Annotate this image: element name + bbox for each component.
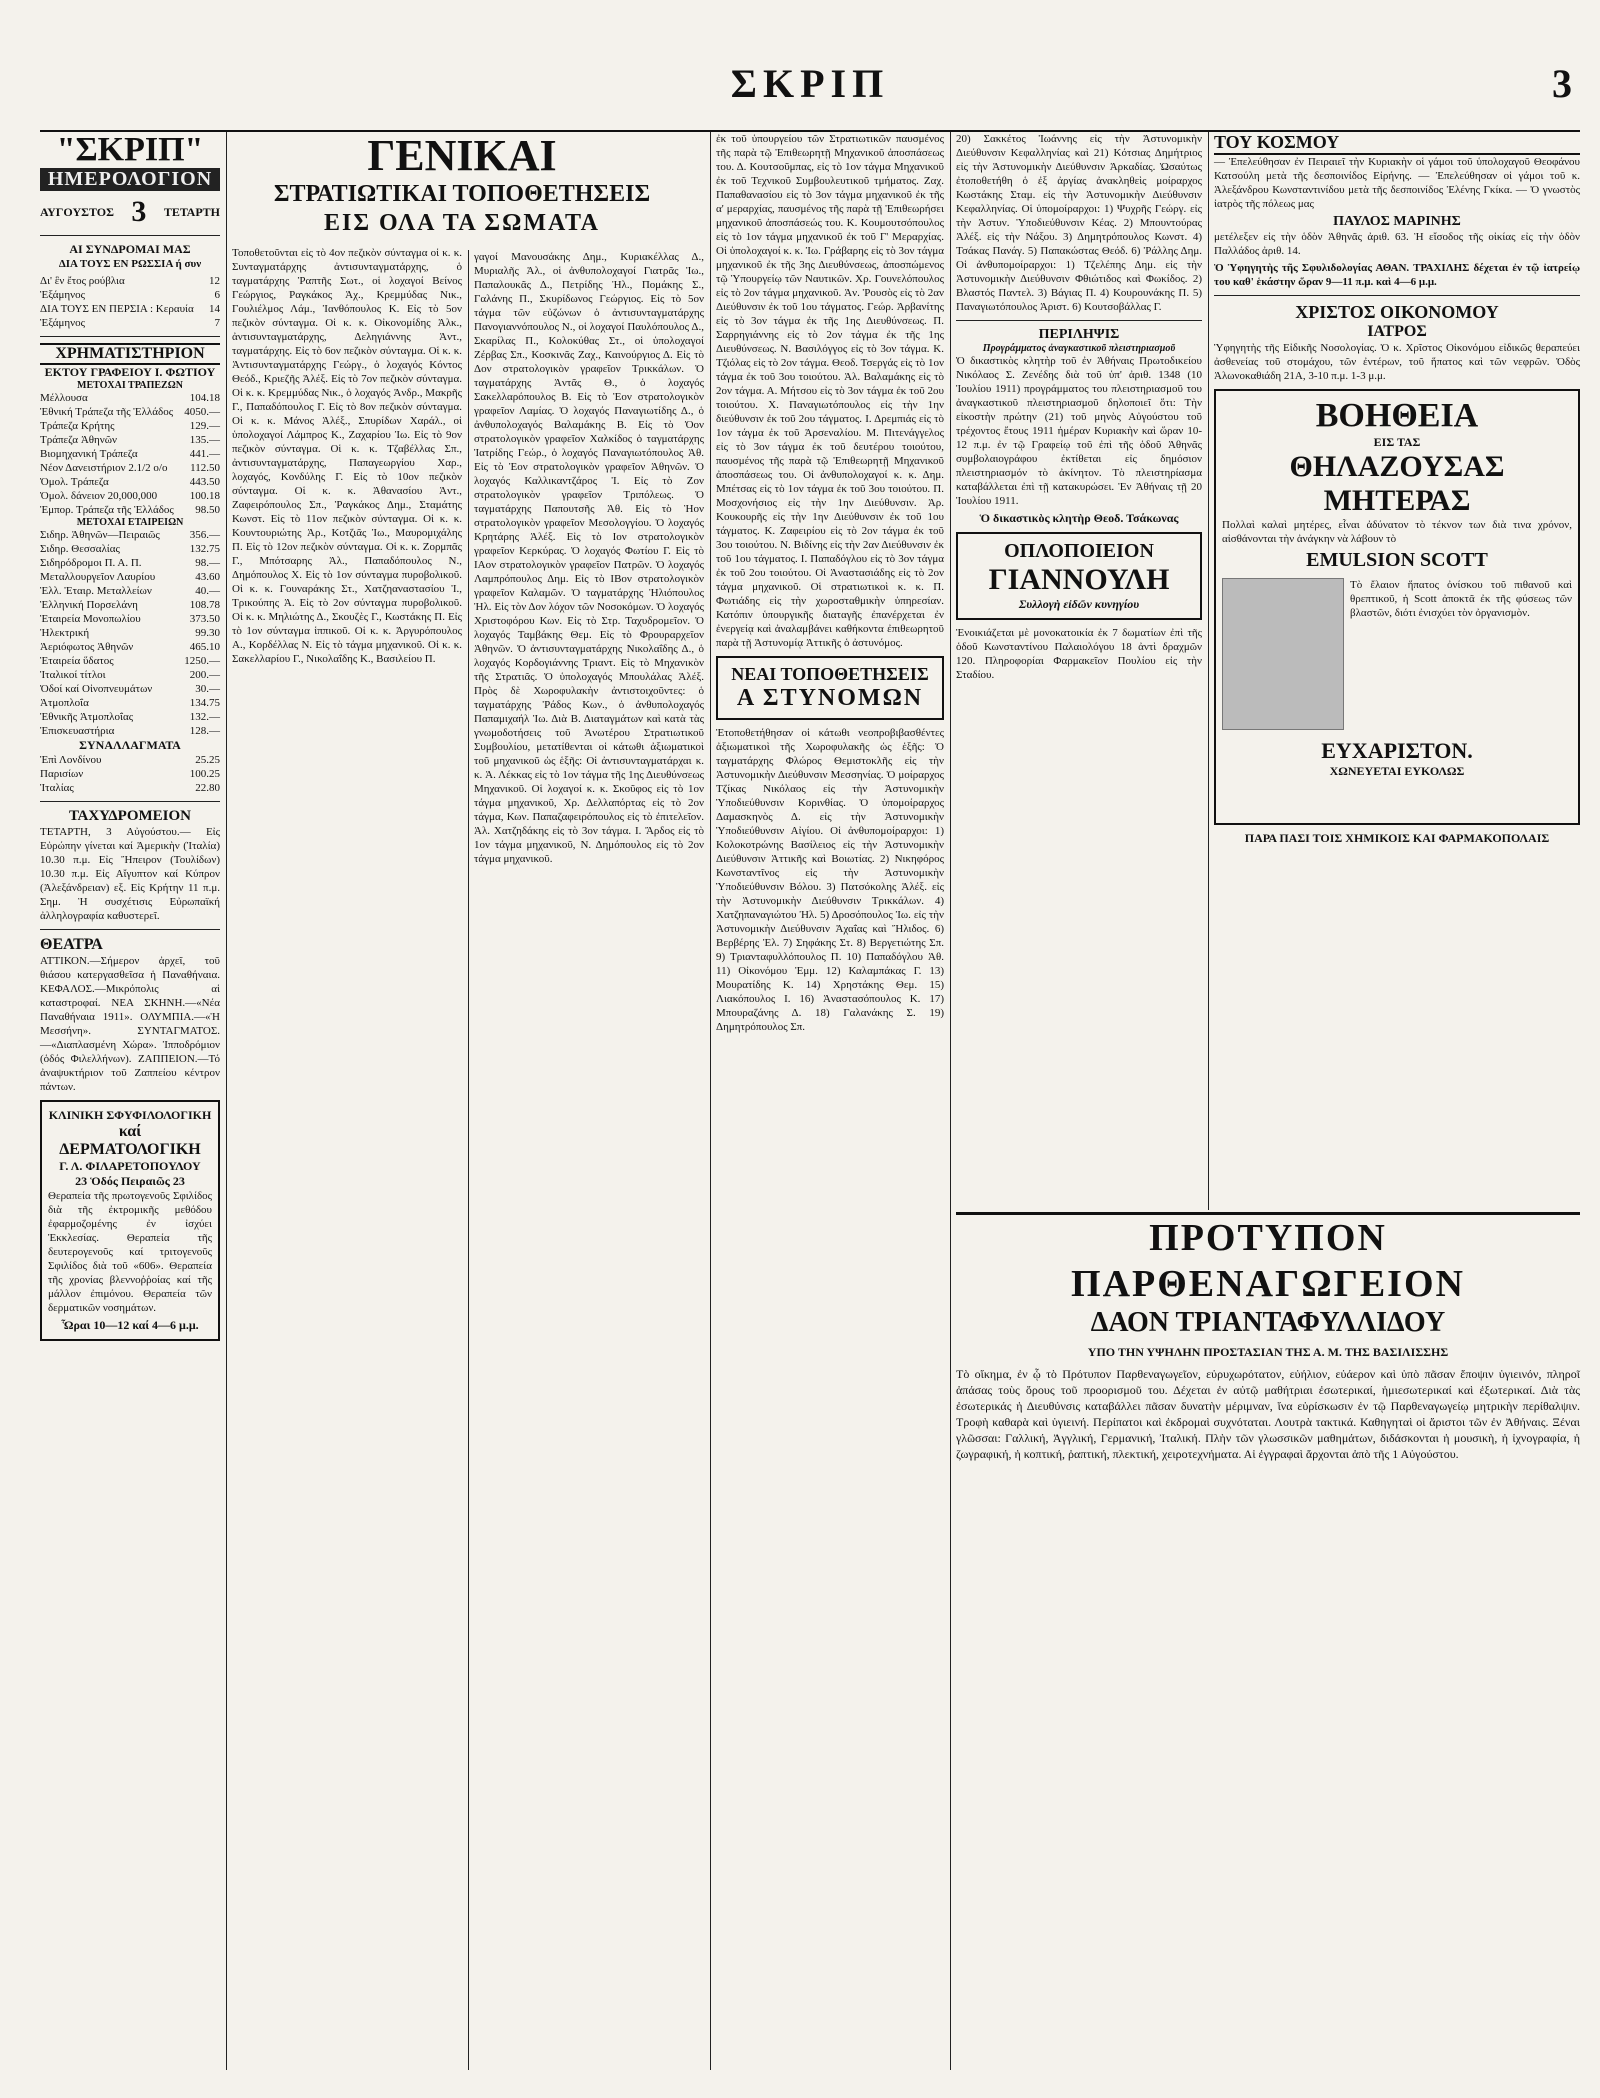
notice-sign: Ὁ δικαστικὸς κλητὴρ Θεοδ. Τσάκωνας <box>979 511 1179 525</box>
post-heading: ΤΑΧΥΔΡΟΜΕΙΟΝ <box>68 808 192 824</box>
school-subtitle: ΔΑΟΝ ΤΡΙΑΝΤΑΦΥΛΛΙΔΟΥ <box>1090 1307 1446 1338</box>
gunshop-heading: ΟΠΛΟΠΟΙΕΙΟΝ <box>1004 540 1154 562</box>
clinic-hours: Ὧραι 10—12 καί 4—6 μ.μ. <box>61 1318 199 1332</box>
emulsion-name: EMULSION SCOTT <box>1306 549 1488 571</box>
police-heading: ΝΕΑΙ ΤΟΠΟΘΕΤΗΣΕΙΣ <box>731 664 929 684</box>
table-row: Ἐπὶ Λονδίνου 25.25 <box>40 754 220 766</box>
police-heading-box <box>716 656 944 720</box>
newspaper-page <box>40 60 1580 2070</box>
clinic-name: Γ. Λ. ΦΙΛΑΡΕΤΟΠΟΥΛΟΥ <box>59 1159 201 1173</box>
table-row: Σιδηρόδρομοι Π. Α. Π. 98.— <box>40 557 220 569</box>
help-heading: ΒΟΗΘΕΙΑ <box>1315 397 1479 434</box>
help-big-2: ΜΗΤΕΡΑΣ <box>1323 484 1471 517</box>
masthead-name: ΣΚΡΙΠ <box>730 61 890 106</box>
school-ad <box>956 1212 1580 2073</box>
paper-title: "ΣΚΡΙΠ" <box>56 131 204 168</box>
clinic-address: 23 Ὁδός Πειραιῶς 23 <box>75 1174 185 1188</box>
table-row: Μέλλουσα 104.18 <box>40 392 220 404</box>
table-row: Ὀδοί καί Οἰνοπνευμάτων 30.— <box>40 683 220 695</box>
pharmacy-line: ΠΑΡΑ ΠΑΣΙ ΤΟΙΣ ΧΗΜΙΚΟΙΣ ΚΑΙ ΦΑΡΜΑΚΟΠΟΛΑΙΣ <box>1244 831 1550 845</box>
subscriptions-line: ΔΙΑ ΤΟΥΣ ΕΝ ΡΩΣΣΙΑ ή συν <box>58 258 202 270</box>
doctor3-heading: ΧΡΙΣΤΟΣ ΟΙΚΟΝΟΜΟΥ <box>1295 302 1499 322</box>
article-body-cont-2: ἐκ τοῦ ὑπουργείου τῶν Στρατιωτικῶν παυσμένος τῆς παρὰ τῷ Ἐπιθεωρητῇ Μηχανικοῦ ἀποσπάσεως του. Δ. Κουτσοῦμπας, εἰς τὸ 1ον τάγμα Μηχανικοῦ ἐκ τοῦ Τεχνικοῦ Συμβουλευτικοῦ τμήματος. Ζαχ. Παπαθανασίου εἰς τὸ 3ον τάγμα μηχανικοῦ ἐκ τῆς α' μεραρχίας, παυσμένος τῆς παρὰ τῇ Ἐπιθεωρήσει μηχανικοῦ ἀποσπάσεώς του. Κ. Κουμουτσόπουλος εἰς τὸ 1ον τάγμα μηχανικοῦ ἐκ τοῦ Γ' Μεραρχίας. Οἱ ὑπολοχαγοί κ. κ. Ἰω. Γράβαρης εἰς τὸ 3ον τάγμα μηχανικοῦ ἐκ τῆς 3ης Διευθύνσεως, ἀποσπώμενος τῷ Ὑπουργείῳ τῶν Ναυτικῶν. Χρ. Γουνελόπουλος εἰς τὸ 2ον τάγμα μηχανικοῦ. Ἀν. Ῥουσὸς εἰς τὸ 2αν Διεύθυνσιν ἐκ τοῦ 1ου τάγματος. Γεώρ. Ἀρβανίτης εἰς τὸ 3ον τάγμα ἐκ τῆς 1ης Διευθύνσεως. Π. Σαρρηγιάννης εἰς τὸ 2ον τάγμα ἐκ τῆς 1ης Διευθύνσεως. Ν. Βασιλόγγος εἰς τὸ 3ον τάγμα. Κ. Τζιόλας εἰς τὸ 2ον τάγμα. Θεοδ. Τσεργάς εἰς τὸ 1ον τάγμα ἐκ τοῦ 3ου τοιούτου. Ἀλ. Βαλαμάκης εἰς τὸ 2ον τάγμα. Α. Μήτσου εἰς τὸ 3ον τάγμα ἐκ τοῦ 2ου τοιούτου. Χ. Παναγιωτόπουλος εἰς τὴν 1ην διεύθυνσιν ἐκ τοῦ 2ου τάγματος. Ι. Δρεμπιάς εἰς τὸ 1ον τάγμα ἐκ τοῦ Ἀρσεναλίου. Μ. Πιτενάγγελος εἰς τὸ 3ον τάγμα ἐκ τοῦ δευτέρου τοιούτου, παυσμένος τῆς παρὰ τῷ Ἐπιθεωρητῇ Μηχανικοῦ ἀποσπάσεως του. Οἱ ἀνθυπολοχαγοί κ. κ. Δημ. Μπέτσας εἰς τὸ 1ον τάγμα ἐκ τοῦ 3ου τοιούτου. Π. Μοσχονήσιος εἰς τὴν 1ην Διεύθυνσιν. Ἀρ. Κουκουρῆς εἰς τὴν 1ην Διεύθυνσιν ἐκ τοῦ 1ου τάγματος. Κ. Ζαφειρίου εἰς τὸ 2ον τάγμα ἐκ τοῦ 3ου τοιούτου. Ν. Βιδίνης εἰς τὴν 2αν Διεύθυνσιν ἐκ τοῦ 1ου τάγματος. Ι. Παπαδόγλου εἰς τὸ 3ον τάγμα ἐκ τοῦ 2ου τοιούτου. Οἱ Ἀναστασιάδης εἰς τὸ 2ον τάγμα μηχανικοῦ. Οἱ στρατιωτικοὶ κ. κ. Π. Φωτιάδης εἰς τὴν χωροσταθμικὴν ὑπηρεσίαν. Κατόπιν ὑπουργικῆς διαταγῆς ἐπανέρχεται ἐν ἐνεργείᾳ καὶ ἀναλαμβάνει καθήκοντα ἐπιθεωρητοῦ παρὰ τῇ Ἀστυνομίᾳ Ἀττικῆς ὁ ἀστυνόμος. <box>716 133 944 649</box>
school-title: ΠΡΟΤΥΠΟΝ ΠΑΡΘΕΝΑΓΩΓΕΙΟΝ <box>1071 1217 1465 1305</box>
article-tagline: ΕΙΣ ΟΛΑ ΤΑ ΣΩΜΑΤΑ <box>324 210 600 236</box>
table-row: Ἠλεκτρική 99.30 <box>40 627 220 639</box>
table-row: Ἐθνική Τράπεζα τῆς Ἑλλάδος 4050.— <box>40 406 220 418</box>
table-row: Ἑξάμηνος 7 <box>40 317 220 329</box>
notice-sub: Προγράμματος ἀναγκαστικοῦ πλειστηριασμοῦ <box>982 343 1176 354</box>
table-row: ΔΙΑ ΤΟΥΣ ΕΝ ΠΕΡΣΙΑ : Κεραυία 14 <box>40 303 220 315</box>
table-row: Ἰταλίας 22.80 <box>40 782 220 794</box>
market-sub3: ΜΕΤΟΧΑΙ ΕΤΑΙΡΕΙΩΝ <box>76 517 184 528</box>
table-row: Ἑξάμηνος 6 <box>40 289 220 301</box>
date-month: ΑΥΓΟΥΣΤΟΣ <box>40 204 114 219</box>
page-number: 3 <box>1552 61 1572 106</box>
date-day: 3 <box>131 195 147 228</box>
doctor-text: μετέλεξεν εἰς τὴν ὁδὸν Ἀθηνᾶς ἀριθ. 63. Ἡ εἴσοδος τῆς οἰκίας εἰς τὴν ὁδὸν Παλλάδος ἀριθ. 14. <box>1214 231 1580 257</box>
fx-heading: ΣΥΝΑΛΛΑΓΜΑΤΑ <box>79 738 181 752</box>
market-table-2 <box>40 528 220 738</box>
article-body-cont: γαγοί Μανουσάκης Δημ., Κυριακέλλας Δ., Μυριαλῆς Ἀλ., οἱ ἀνθυπολοχαγοί Γιατρᾶς Ἰω., Παπαλουκᾶς Δ., Πετρίδης Ἠλ., Πομάκης Σ., Γαλάνης Π., Σκυρίδωνος Γεώργιος. Εἰς τὸ 5ον τάγμα τῶν εὐζώνων ὁ ἀντισυνταγματάρχης Πανογιαννόπουλος Ν., οἱ λοχαγοί Παυλόπουλος Δ., Σκαρίλας Π., Κολοκύθας Στ., οἱ ὑπολοχαγοί Ζέρβας Σπ., Κοσκινᾶς Ζαχ., Καινούργιος Δ. Εἰς τὸ Δον στρατολογικὸν γραφεῖον Τρικκάλων. Ὁ ταγματάρχης Ἀντᾶς Θ., ὁ λοχαγός Σακελλαρόπουλος Β. Εἰς τὸ Ἐον στρατολογικὸν γραφεῖον Λαμίας. Ὁ λοχαγός Παναγιωτίδης Δ., ὁ ἀνθυπολοχαγός Βαλαμάκης Β. Εἰς τὸ Ὀον στρατολογικὸν γραφεῖον Χαλκίδος ὁ ταγματάρχης Ἰατρίδης Γεώρ., ὁ λοχαγός Παναγιωτόπουλος Ἀθ. Εἰς τὸ Ἐον στρατολογικὸν γραφεῖον Ἀθηνῶν. Ὁ λοχαγός Καλλικαντζάρος Ἰ. Εἰς τὸ Ζον στρατολογικὸν γραφεῖον Τριπόλεως. Ὁ ταγματάρχης Παπουτσῆς Ἀθ. Εἰς τὸ Ἡον στρατολογικὸν γραφεῖον Μεσολογγίου. Ὁ λοχαγός Κρητάρης Ἀλέξ. Εἰς τὸ Ιον στρατολογικὸν γραφεῖον Κερκύρας. Ὁ λοχαγός Φωτίου Γ. Εἰς τὸ ΙΑον στρατολογικὸν γραφεῖον Πατρῶν. Ὁ λοχαγός Λαμπρόπουλος Δημ. Εἰς τὸ ΙΒον στρατολογικὸν γραφεῖον Καλαμῶν. Ὁ ταγματάρχης Ἠλιόπουλος Ἠλ. Εἰς τὸν Δον λόχον τῶν Νοσοκόμων. Ὁ λοχαγός Χριστοφόρου Κων. Εἰς τὸ Στρ. Ταχυδρομεῖον. Ὁ λοχαγός Ταμβάκης Θεμ. Εἰς τὸ Φρουραρχεῖον Ἀθηνῶν. Ὁ ἀντισυνταγματάρχης Νικολαΐδης Δ., ὁ λοχαγός Κορδογιάννης Τριαντ. Εἰς τὸ Μηχανικὸν τῆς Στρατιᾶς. Ὁ ὑπολοχαγός Μπουλάλας Ἀλέξ. Πρὸς δὲ Χωροφυλακὴν ἀντιστοιχοῦντες: ὁ ταγματάρχης Ῥάδος Κων., ὁ ἀνθυπολοχαγός Παπαμιχαήλ Ἰω. Διὰ Β. Διαταγμάτων καὶ κατὰ τὰς γνωμοδοτήσεις τοῦ Ἀνωτέρου Στρατιωτικοῦ Συμβουλίου, μετατίθενται οἱ κάτωθι ἀξιωματικοὶ τοῦ μηχανικοῦ ὡς ἑξῆς: Οἱ ἀντισυνταγματάρχαι κ. κ. Ἀ. Λέκκας εἰς τὸ 1ον τάγμα τῆς 1ης Διευθύνσεως Μηχανικοῦ. Οἱ λοχαγοί κ. κ. Σκοῦφος εἰς τὸ 1ον τάγμα μηχανικοῦ, Χρ. Δελλαπόρτας εἰς τὸ 2ον τάγμα, Κων. Παπαζαφειρόπουλος εἰς τὸ ἐπιτελεῖον. Ἀλ. Χατζηδάκης εἰς τὸ 3ον τάγμα. Ι. Ἄρδος εἰς τὸ 1ον τάγμα μηχανικοῦ, Ν. Δημόπουλος εἰς τὸ 2ον τάγμα μηχανικοῦ. <box>474 251 704 865</box>
emulsion-ad <box>1214 389 1580 825</box>
theatre-text: ΑΤΤΙΚΟΝ.—Σήμερον ἀρχεῖ, τοῦ θιάσου κατεργασθεῖσα ἡ Παναθήναια. ΚΕΦΑΛΟΣ.—Μικρόπολις αἱ καταστροφαί. ΝΕΑ ΣΚΗΝΗ.—«Νέα Παναθήναια 1911». ΟΛΥΜΠΙΑ.—«Ἡ Μεσσήνη». ΣΥΝΤΑΓΜΑΤΟΣ.—«Διαπλασμένη Χώρα». Ἰπποδρόμιον (ὁδός Φιλελλήνων). ΖΑΠΠΕΙΟΝ.—Τό ἀναψυκτήριον τοῦ Ζαππείου κέντρον πάντων. <box>40 955 220 1093</box>
help-text-2: Τὸ ἔλαιον ἥπατος ὀνίσκου τοῦ πιθανοῦ καὶ θρεπτικοῦ, ἡ Scott ἀποκτᾶ ἐκ τῆς φύσεως τῶν βλαστῶν, διότι ἐνισχύει τὸν ὀργανισμὸν. <box>1350 579 1572 619</box>
gunshop-name: ΓΙΑΝΝΟΥΛΗ <box>988 563 1170 596</box>
doctor2-text: Ὁ Ὑφηγητὴς τῆς Σφυλιδολογίας ΑΘΑΝ. ΤΡΑΧΙΛΗΣ δέχεται ἐν τῷ ἰατρείῳ του καθ' ἑκάστην ὥραν 9—11 π.μ. καὶ 4—6 μ.μ. <box>1214 262 1580 288</box>
doctor3-sub: ΙΑΤΡΟΣ <box>1367 323 1427 340</box>
theatre-heading: ΘΕΑΤΡΑ <box>40 936 103 953</box>
market-heading: ΧΡΗΜΑΤΙΣΤΗΡΙΟΝ <box>40 343 220 365</box>
column-3 <box>474 250 704 2070</box>
clinic-text: Θεραπεία τῆς πρωτογενοῦς Σφιλίδος διὰ τῆς ἐκτρομικῆς μεθόδου ἐφαρμοζομένης ἐν ἰσχύει Ἐκκλεσίας. Θεραπεία τῆς δευτερογενοῦς καί τριτογενοῦς Σφιλίδος διὰ τοῦ «606». Θεραπεία τῆς χρονίας βλεννοῤῥοίας καί τῆς μάλλον ἐπιμόνου. Θεραπεία τῶν δερματικῶν νοσημάτων. <box>48 1190 212 1314</box>
world-text: — Ἐπελεύθησαν ἐν Πειραιεῖ τὴν Κυριακὴν οἱ γάμοι τοῦ ὑπολοχαγοῦ Θεοφάνου Κατσούλη μετὰ τῆς δεσποινίδος Εἰρήνης. — Ἐπελεύθησαν οἱ γάμοι τοῦ κ. Ἀλεξάνδρου Κωνσταντινίδου μετὰ τῆς δεσποινίδος Ἑλένης Γκίκα. — Ὁ γνωστὸς ἰατρὸς τῆς πόλεως μας <box>1214 156 1580 210</box>
emulsion-block <box>1222 578 1572 730</box>
police-heading-2: Α ΣΤΥΝΟΜΩΝ <box>736 685 924 711</box>
doctor-name: ΠΑΥΛΟΣ ΜΑΡΙΝΗΣ <box>1333 214 1461 229</box>
article-title: ΓΕΝΙΚΑΙ <box>367 131 557 180</box>
subscriptions-table <box>40 274 220 330</box>
thanks-sub: ΧΩΝΕΥΕΤΑΙ ΕΥΚΟΛΩΣ <box>1329 764 1465 778</box>
police-text: Ἐτοποθετήθησαν οἱ κάτωθι νεοπροβιβασθέντες ἀξιωματικοὶ τῆς Χωροφυλακῆς ὡς ἑξῆς: Ὁ ταγματάρχης Φλώρος Θεμιστοκλῆς εἰς τὴν Ἀστυνομικὴν Διεύθυνσιν Μεσσηνίας. Ὁ μοίραρχος Τζίκας Νικόλαος εἰς τὴν Ἀστυνομικὴν Ὑποδιεύθυνσιν Κορινθίας. Ὁ ὑπομοίραρχος Δαμασκηνὸς Δ. εἰς τὴν Ἀστυνομικὴν Ὑποδιεύθυνσιν Αἰγίου. Οἱ ἀνθυπομοίραρχοι: 1) Κολοκοτρώνης Βασίλειος εἰς τὴν Ἀστυνομικὴν Διεύθυνσιν Ἀττικῆς καὶ Βοιωτίας. 2) Νικηφόρος Κωνσταντῖνος εἰς τὴν Ἀστυνομικὴν Ὑποδιεύθυνσιν Βόλου. 3) Πατσόκολης Ἀλέξ. εἰς τὴν Ἀστυνομικὴν Διεύθυνσιν Τρικκάλων. 4) Χατζηπαναγιώτου Ἠλ. 5) Δροσόπουλος Ἰω. εἰς τὴν Ἀστυνομικὴν Διεύθυνσιν Ἀχαΐας καὶ Ἤλιδος. 6) Βερβέρης Ἐλ. 7) Σηφάκης Στ. 8) Βεργετιώτης Σπ. 9) Τριανταφυλλόπουλος Π. 10) Παπαδόγλου Ἀθ. 11) Οἰκονόμου Ἐμμ. 12) Καλαμπάκας Γ. 13) Μουρατίδης Κ. 14) Χρηστάκης Θεμ. 15) Λιακόπουλος Ι. 16) Ἀναστασόπουλος Κ. 17) Μπουραζάνης Δ. 18) Γαλανάκης Σ. 19) Δημητρόπουλος Σπ. <box>716 727 944 1033</box>
column-1 <box>40 132 220 2070</box>
column-6 <box>1214 132 1580 1210</box>
table-row: Δι' ἓν ἔτος ρούβλια 12 <box>40 275 220 287</box>
help-text: Πολλαὶ καλαὶ μητέρες, εἶναι ἀδύνατον τὸ τέκνον των διὰ τινα χρόνον, αἰσθάνονται τὴν ἀνάγκην νὰ λάβουν τὸ <box>1222 519 1572 545</box>
clinic-sub: καί ΔΕΡΜΑΤΟΛΟΓΙΚΗ <box>59 1123 201 1158</box>
world-heading: ΤΟΥ ΚΟΣΜΟΥ <box>1214 132 1580 155</box>
table-row: Τράπεζα Ἀθηνῶν 135.— <box>40 434 220 446</box>
table-row: Ὁμολ. δάνειον 20,000,000 100.18 <box>40 490 220 502</box>
gunshop-ad <box>956 532 1202 620</box>
school-patron: ΥΠΟ ΤΗΝ ΥΨΗΛΗΝ ΠΡΟΣΤΑΣΙΑΝ ΤΗΣ Α. Μ. ΤΗΣ ΒΑΣΙΛΙΣΣΗΣ <box>1087 1345 1449 1359</box>
column-5 <box>956 132 1202 1210</box>
clinic-ad <box>40 1100 220 1341</box>
notice-text: Ὁ δικαστικὸς κλητὴρ τοῦ ἐν Ἀθήναις Πρωτοδικείου Νικόλαος Σ. Ζενέδης διὰ τοῦ ὑπ' ἀριθ. 1348 (10 Ἰουλίου 1911) προγράμματος του πλειστηριασμοῦ του ἀναγκαστικοῦ πλειστηριασμοῦ δηλοποιεῖ ὅτι: Τὴν εἰκοστὴν πρώτην (21) τοῦ μηνὸς Αὐγούστου τοῦ τρέχοντος ἔτους 1911 ἡμέραν Κυριακὴν καὶ ὥραν 10-12 π.μ. ἐν τῷ Γραφείῳ τοῦ ἐπὶ τῆς ὁδοῦ Ἀθηνᾶς συμβολαιογράφου ἐκτίθεται εἰς δημόσιον πλειστηριασμόν τὸ ἀκίνητον. Τὸ πλειστηρίασμα καταβάλλεται ἐπὶ τῇ κατακυρώσει. Ἐν Ἀθήναις τῇ 20 Ἰουλίου 1911. <box>956 355 1202 507</box>
table-row: Νέον Δανειστήριον 2.1/2 ο/ο 112.50 <box>40 462 220 474</box>
table-row: Τράπεζα Κρήτης 129.— <box>40 420 220 432</box>
clinic-heading: ΚΛΙΝΙΚΗ ΣΦΥΦΙΛΟΛΟΓΙΚΗ <box>48 1108 212 1122</box>
table-row: Σιδηρ. Θεσσαλίας 132.75 <box>40 543 220 555</box>
table-row: Ἰταλικοί τίτλοι 200.— <box>40 669 220 681</box>
thanks-heading: ΕΥΧΑΡΙΣΤΟΝ. <box>1321 738 1473 763</box>
fisherman-illustration <box>1222 578 1344 730</box>
rent-text: Ἐνοικιάζεται μὲ μονοκατοικία ἐκ 7 δωματίων ἐπὶ τῆς ὁδοῦ Κωνσταντίνου Παλαιολόγου 18 ἀντὶ δραχμῶν 120. Πληροφορίαι Φαρμακεῖον Πουλίου εἰς τὴν Σταδίου. <box>956 627 1202 681</box>
table-row: Ἐθνικῆς Ἀτμοπλοΐας 132.— <box>40 711 220 723</box>
article-subtitle: ΣΤΡΑΤΙΩΤΙΚΑΙ ΤΟΠΟΘΕΤΗΣΕΙΣ <box>273 181 651 207</box>
market-table <box>40 391 220 517</box>
masthead <box>40 60 1580 132</box>
table-row: Ἀτμοπλοΐα 134.75 <box>40 697 220 709</box>
table-row: Μεταλλουργεῖον Λαυρίου 43.60 <box>40 571 220 583</box>
subscriptions-heading: ΑΙ ΣΥΝΔΡΟΜΑΙ ΜΑΣ <box>69 242 191 256</box>
police-text-cont: 20) Σακκέτος Ἰωάννης εἰς τὴν Ἀστυνομικὴν Διεύθυνσιν Κεφαλληνίας καὶ 21) Κότσιας Δημήτριος εἰς τὴν Ἀστυνομικὴν Διεύθυνσιν Ἀρκαδίας. Ὡσαύτως ἐτοποθετήθη ὁ ἐξ ἀργίας ἀνακληθεὶς μοίραρχος Κωστάκης Σταμ. εἰς τὴν Ἀστυνομικὴν Διεύθυνσιν Κεφαλληνίας. Οἱ ὑπομοίραρχοι: 1) Ψυχρῆς Γεώργ. εἰς τὴν Ἀστυν. Ὑποδιεύθυνσιν Κέας. 2) Μπουντούρας Ἀλέξ. εἰς τὴν Νάξου. 3) Δημητρόπουλος Κωνστ. 4) Τσάκας Πανάγ. 5) Παπακώστας Θεόδ. 6) Ῥάλλης Δημ. Οἱ ἀνθυπομοίραρχοι: 1) Τζελέπης Δημ. εἰς τὴν Ἀστυνομικὴν Διεύθυνσιν Φθιώτιδος καὶ Φωκίδος. 2) Βλαστός Παντελ. 3) Βάγιας Π. 4) Κουρουνάκης Π. 5) Παναγιωτόπουλος Ἀριστ. 6) Κουτσοβάλλας Γ. <box>956 133 1202 313</box>
date-weekday: ΤΕΤΑΡΤΗ <box>163 204 220 219</box>
table-row: Ἀεριόφωτος Ἀθηνῶν 465.10 <box>40 641 220 653</box>
post-text: ΤΕΤΑΡΤΗ, 3 Αὐγούστου.— Εἰς Εὐρώπην γίνεται καί Ἀμερικὴν (Ἰταλία) 10.30 π.μ. Εἰς Ἤπειρον (Τουλίδων) 10.30 π.μ. Εἰς Αἴγυπτον καί Κύπρον (Ἀλεξάνδρειαν) εξ. Εἰς Κρήτην 11 π.μ. Σημ. Ἡ συσχέτισις Εὐρωπαϊκή ἀλληλογραφία καθυστερεῖ. <box>40 826 220 922</box>
table-row: Βιομηχανική Τράπεζα 441.— <box>40 448 220 460</box>
school-text: Τὸ οἴκημα, ἐν ᾧ τὸ Πρότυπον Παρθεναγωγεῖον, εὐρυχωρότατον, εὐήλιον, εὐάερον καὶ ὑπὸ πᾶσαν ἔποψιν ὑγιεινόν, πληροῖ ἁπάσας τοὺς ὅρους τοῦ προορισμοῦ του. Δέχεται ἐν αὐτῷ μαθήτριαι ἐσωτερικαί, ἡμιεσωτερικαί καὶ ἐξωτερικαί. Διὰ τὰς ἐσωτερικάς ἡ Διευθύνσις καταβάλλει πᾶσαν δυνατὴν μέριμναν, ἵνα εὑρίσκωσιν ἐν τῷ Παρθεναγωγείῳ μητρικὴν περίθαλψιν. Τροφὴ καθαρὰ καὶ ὑγιεινή. Περίπατοι καὶ ἐκδρομαὶ συχνόταται. Λουτρὰ τακτικά. Καθηγηταὶ οἱ ἄριστοι τῶν ἐν Ἀθήναις. Ξέναι γλῶσσαι: Γαλλική, Ἀγγλική, Γερμανική, Ἰταλική. Πλὴν τῶν γλωσσικῶν μαθημάτων, διδάσκονται ἡ μουσικὴ, ἡ ἰχνογραφία, ἡ ζωγραφική, ἡ κοπτική, ῥαπτική, πλεκτική, χειροτεχνήματα. Αἱ ἐγγραφαὶ ἄρχονται ἀπὸ τῆς 1 Αὐγούστου. <box>956 1367 1580 1461</box>
doctor3-text: Ὑφηγητὴς τῆς Εἰδικῆς Νοσολογίας. Ὁ κ. Χρῖστος Οἰκονόμου εἰδικῶς θεραπεύει ἀσθενείας τοῦ στομάχου, τῶν ἐντέρων, τοῦ ἥπατος καὶ τῶν νεφρῶν. Ὁδὸς Ἀλωνοκαθιάδη 21Α, 3-10 π.μ. 1-3 μ.μ. <box>1214 342 1580 382</box>
paper-subtitle: ΗΜΕΡΟΛΟΓΙΟΝ <box>40 168 220 191</box>
table-row: Ἑταιρεία Μονοπωλίου 373.50 <box>40 613 220 625</box>
table-row: Ἑλλ. Ἐταιρ. Μεταλλείων 40.— <box>40 585 220 597</box>
fx-table <box>40 753 220 795</box>
date-line <box>40 195 220 229</box>
help-sub: ΕΙΣ ΤΑΣ <box>1373 435 1421 449</box>
article-heading <box>232 132 692 238</box>
gunshop-sub: Συλλογὴ εἰδῶν κυνηγίου <box>1018 597 1140 611</box>
article-body: Τοποθετοῦνται εἰς τὸ 4ον πεζικὸν σύνταγμα οἱ κ. κ. Συνταγματάρχης ἀντισυνταγματάρχης, ὁ ταγματάρχης Ῥαπτῆς Σωτ., οἱ λοχαγοί Βείνος Γεώργιος, Ραγκάκος Ἀχ., Κρεμμύδας Νικ., Γουλιέλμος Λάμ., Ἰανθόπουλος Κ. Εἰς τὸ 5ον πεζικὸν σύνταγμα. Οἱ κ. κ. Οἰκονομίδης Ἀλκ., ἀντισυνταγματάρχης, Δεληγιάννης Ἀντ., ταγματάρχης. Εἰς τὸ 6ον πεζικὸν σύνταγμα. Οἱ κ. κ. Ἀντισυνταγματάρχης Γεώργ., ὁ λοχαγός Κόντος Θεόδ., Κριεζῆς Ἀλέξ. Εἰς τὸ 7ον πεζικὸν σύνταγμα. Οἱ κ. κ. Κρεμμύδας Νικ., ὁ λοχαγός Ἀνδρ., Μακρῆς Γ., Παπαδόπουλος Γ. Εἰς τὸ 8ον πεζικὸν σύνταγμα. Οἱ κ. κ. Μάνος Ἀλέξ., Σπυρίδων Χαράλ., οἱ ὑπολοχαγοί Λάμπρος Κ., Ζαχαρίου Ἰω. Εἰς τὸ 9ον πεζικὸν σύνταγμα. Οἱ κ. κ. Τζαβέλλας Σπ., ἀντισυνταγματάρχης, Παπαγεωργίου Χαρ., λοχαγός, Κονδύλης Γ. Εἰς τὸ 10ον πεζικὸν σύνταγμα. Οἱ κ. κ. Ἀθανασίου Ἀντ., Ζαφειρόπουλος Σπ., Ῥαγκάκος Δημ., Σταμάτης Κωνστ. Εἰς τὸ 11ον πεζικὸν σύνταγμα. Οἱ κ. κ. Κουντουριώτης Ἀρ., Κοτζιᾶς Ἰω., Μαυρομιχάλης Π. Εἰς τὸ 12ον πεζικὸν σύνταγμα. Οἱ κ. κ. Ζορμπᾶς Γ., Μπότσαρης Ἀλ., Παπαδόπουλος Ν., Δημόπουλος Χ. Εἰς τὸ 1ον σύνταγμα πυροβολικοῦ. Οἱ κ. κ. Γουναράκης Στ., Χατζηαναστασίου Ἰ., Τρικούπης Ἀ. Εἰς τὸ 2ον σύνταγμα πυροβολικοῦ. Οἱ κ. κ. Μηλιώτης Δ., Σκουζὲς Γ., Κωστάκης Π. Εἰς τὸ 1ον σύνταγμα ἱππικοῦ. Οἱ κ. κ. Ἀργυρόπουλος Α., Κορδέλλας Ν. Εἰς τὸ τάγμα μηχανικοῦ. Οἱ κ. κ. Σακελλαρίου Γ., Νικολαΐδης Κ., Βασιλείου Π. <box>232 247 462 665</box>
column-4 <box>716 132 944 2070</box>
table-row: Ἐμπορ. Τράπεζα τῆς Ἑλλάδος 98.50 <box>40 504 220 516</box>
notice-heading: ΠΕΡΙΛΗΨΙΣ <box>1038 327 1120 342</box>
table-row: Ὁμολ. Τράπεζα 443.50 <box>40 476 220 488</box>
table-row: Σιδηρ. Ἀθηνῶν—Πειραιῶς 356.— <box>40 529 220 541</box>
table-row: Ἑλληνική Πορσελάνη 108.78 <box>40 599 220 611</box>
help-big: ΘΗΛΑΖΟΥΣΑΣ <box>1289 450 1505 483</box>
market-sub: ΕΚΤΟΥ ΓΡΑΦΕΙΟΥ Ι. ΦΩΤΙΟΥ <box>44 365 216 379</box>
table-row: Ἑταιρεία ὕδατος 1250.— <box>40 655 220 667</box>
table-row: Παρισίων 100.25 <box>40 768 220 780</box>
table-row: Ἐπισκευαστήρια 128.— <box>40 725 220 737</box>
market-sub2: ΜΕΤΟΧΑΙ ΤΡΑΠΕΖΩΝ <box>77 380 183 391</box>
